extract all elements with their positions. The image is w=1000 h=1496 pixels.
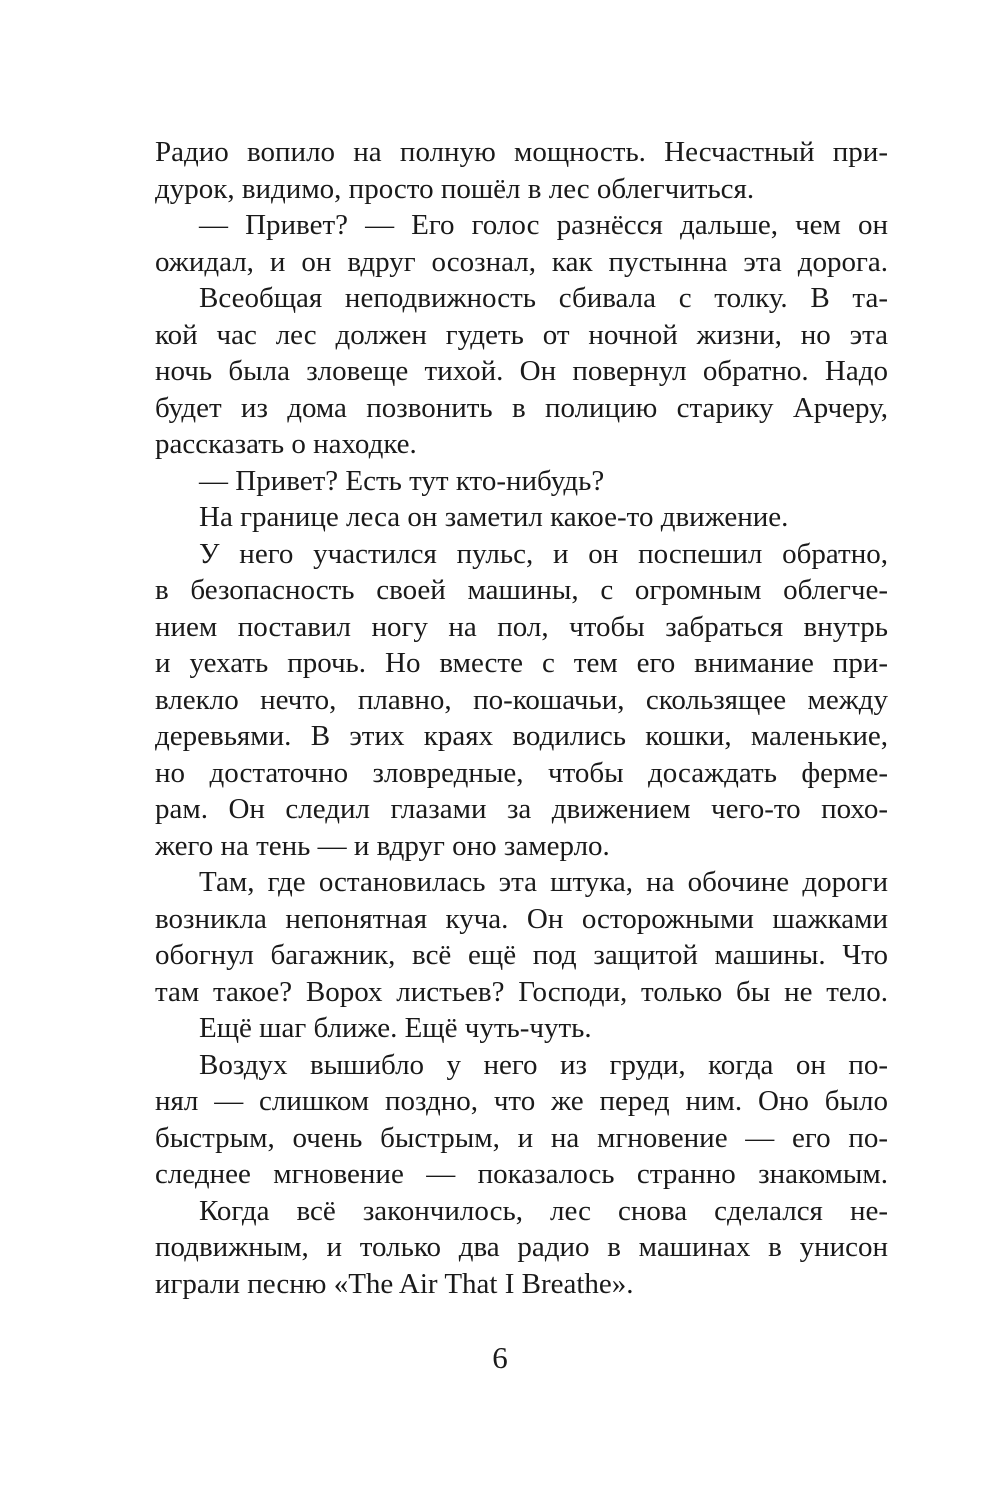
text-line: влекло нечто, плавно, по-кошачьи, скользящее между bbox=[155, 683, 888, 716]
text-line: Там, где остановилась эта штука, на обочине дороги bbox=[199, 866, 888, 898]
text-line: возникла непонятная куча. Он осторожными шажками bbox=[155, 902, 888, 935]
text-line: но достаточно зловредные, чтобы досаждать ферме- bbox=[155, 756, 888, 789]
text-line: У него участился пульс, и он поспешил обратно, bbox=[199, 537, 888, 570]
body-text bbox=[155, 134, 888, 1302]
text-line: жего на тень — и вдруг оно замерло. bbox=[155, 829, 610, 862]
text-line: нял — слишком поздно, что же перед ним. Оно было bbox=[155, 1085, 888, 1117]
text-line: — Привет? Есть тут кто-нибудь? bbox=[199, 464, 605, 497]
text-line: в безопасность своей машины, с огромным облегче- bbox=[155, 574, 888, 606]
text-line: Всеобщая неподвижность сбивала с толку. В та- bbox=[199, 282, 888, 314]
text-line: дурок, видимо, просто пошёл в лес облегчиться. bbox=[155, 172, 755, 205]
text-line: рассказать о находке. bbox=[155, 428, 417, 460]
text-line: Когда всё закончилось, лес снова сделался не- bbox=[199, 1194, 888, 1227]
text-line: Ещё шаг ближе. Ещё чуть-чуть. bbox=[199, 1012, 592, 1044]
text-line: ночь была зловеще тихой. Он повернул обратно. Надо bbox=[155, 355, 888, 387]
text-line: нием поставил ногу на пол, чтобы забраться внутрь bbox=[155, 610, 888, 643]
text-line: На границе леса он заметил какое-то движение. bbox=[199, 501, 789, 533]
text-line: обогнул багажник, всё ещё под защитой машины. Что bbox=[155, 939, 888, 971]
text-line: Радио вопило на полную мощность. Несчастный при- bbox=[155, 136, 888, 168]
text-line: ожидал, и он вдруг осознал, как пустынна эта дорога. bbox=[155, 245, 888, 278]
text-line: будет из дома позвонить в полицию старику Арчеру, bbox=[155, 391, 888, 424]
page-number: 6 bbox=[492, 1340, 508, 1375]
text-line: подвижным, и только два радио в машинах в унисон bbox=[155, 1231, 888, 1263]
text-line: — Привет? — Его голос разнёсся дальше, чем он bbox=[199, 209, 888, 241]
text-line: кой час лес должен гудеть от ночной жизни, но эта bbox=[155, 318, 888, 351]
text-line: там такое? Ворох листьев? Господи, только бы не тело. bbox=[155, 975, 888, 1008]
text-line: деревьями. В этих краях водились кошки, маленькие, bbox=[155, 720, 888, 752]
text-line: играли песню «The Air That I Breathe». bbox=[155, 1267, 634, 1300]
text-line: Воздух вышибло у него из груди, когда он по- bbox=[199, 1048, 888, 1081]
text-line: следнее мгновение — показалось странно знакомым. bbox=[155, 1158, 888, 1190]
text-line: и уехать прочь. Но вместе с тем его внимание при- bbox=[155, 647, 888, 679]
text-line: рам. Он следил глазами за движением чего-то похо- bbox=[155, 793, 888, 825]
text-line: быстрым, очень быстрым, и на мгновение — его по- bbox=[155, 1121, 888, 1154]
